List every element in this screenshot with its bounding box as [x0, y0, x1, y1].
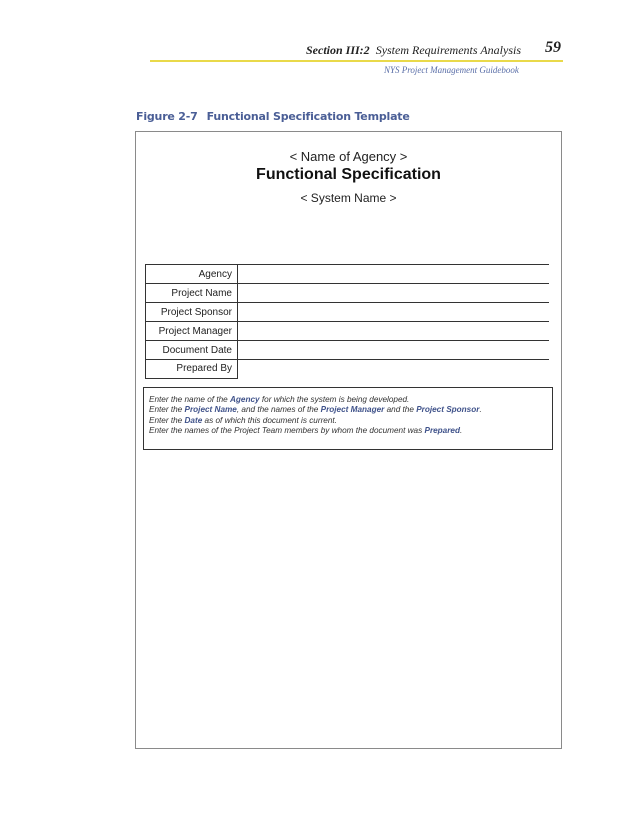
- instruction-text: as of which this document is current.: [202, 415, 337, 425]
- field-label-document-date: Document Date: [146, 341, 238, 360]
- header-rule: [150, 60, 563, 62]
- instruction-text: .: [479, 405, 482, 415]
- instruction-text: , and the names of the: [236, 405, 321, 415]
- field-label-project-manager: Project Manager: [146, 322, 238, 341]
- instruction-keyword: Prepared: [424, 426, 460, 436]
- instructions-box: [143, 387, 553, 450]
- agency-placeholder: < Name of Agency >: [289, 149, 408, 164]
- field-label-prepared-by: Prepared By: [146, 360, 238, 379]
- field-value-project-sponsor[interactable]: [238, 303, 550, 322]
- figure-caption: [136, 110, 410, 123]
- instruction-line: [149, 426, 547, 436]
- figure-title: Functional Specification Template: [206, 110, 410, 123]
- table-row: [146, 341, 550, 360]
- instruction-keyword: Project Sponsor: [416, 405, 480, 415]
- section-label: Section III:2: [306, 43, 370, 57]
- table-row: [146, 284, 550, 303]
- section-heading: [306, 43, 521, 58]
- page-number: 59: [545, 39, 561, 56]
- instruction-text: for which the system is being developed.: [259, 395, 410, 404]
- field-value-agency[interactable]: [238, 265, 550, 284]
- instruction-keyword: Agency: [230, 395, 260, 404]
- instruction-text: Enter the: [149, 415, 185, 425]
- table-row: [146, 265, 550, 284]
- instruction-line: [149, 405, 547, 415]
- instruction-keyword: Date: [184, 415, 203, 425]
- field-value-project-manager[interactable]: [238, 322, 550, 341]
- document-title: Functional Specification: [256, 166, 441, 183]
- instruction-text: Enter the names of the Project Team members by whom the document was: [149, 426, 425, 436]
- instruction-line: [149, 395, 547, 405]
- table-row: [146, 303, 550, 322]
- guidebook-title: NYS Project Management Guidebook: [384, 65, 519, 75]
- figure-number: Figure 2-7: [136, 110, 198, 123]
- field-value-project-name[interactable]: [238, 284, 550, 303]
- field-label-project-name: Project Name: [146, 284, 238, 303]
- cover-info-table: [145, 264, 549, 379]
- table-row: [146, 360, 550, 379]
- field-label-agency: Agency: [146, 265, 238, 284]
- instruction-keyword: Project Name: [184, 405, 237, 415]
- table-row: [146, 322, 550, 341]
- instruction-line: [149, 416, 547, 426]
- system-placeholder: < System Name >: [300, 191, 397, 205]
- field-value-prepared-by[interactable]: [238, 360, 550, 379]
- field-label-project-sponsor: Project Sponsor: [146, 303, 238, 322]
- instruction-text: and the: [384, 405, 417, 415]
- section-title: System Requirements Analysis: [375, 43, 521, 57]
- instruction-text: Enter the name of the: [149, 395, 231, 404]
- instruction-keyword: Project Manager: [320, 405, 385, 415]
- field-value-document-date[interactable]: [238, 341, 550, 360]
- instruction-text: .: [459, 426, 463, 436]
- instruction-text: Enter the: [149, 405, 185, 415]
